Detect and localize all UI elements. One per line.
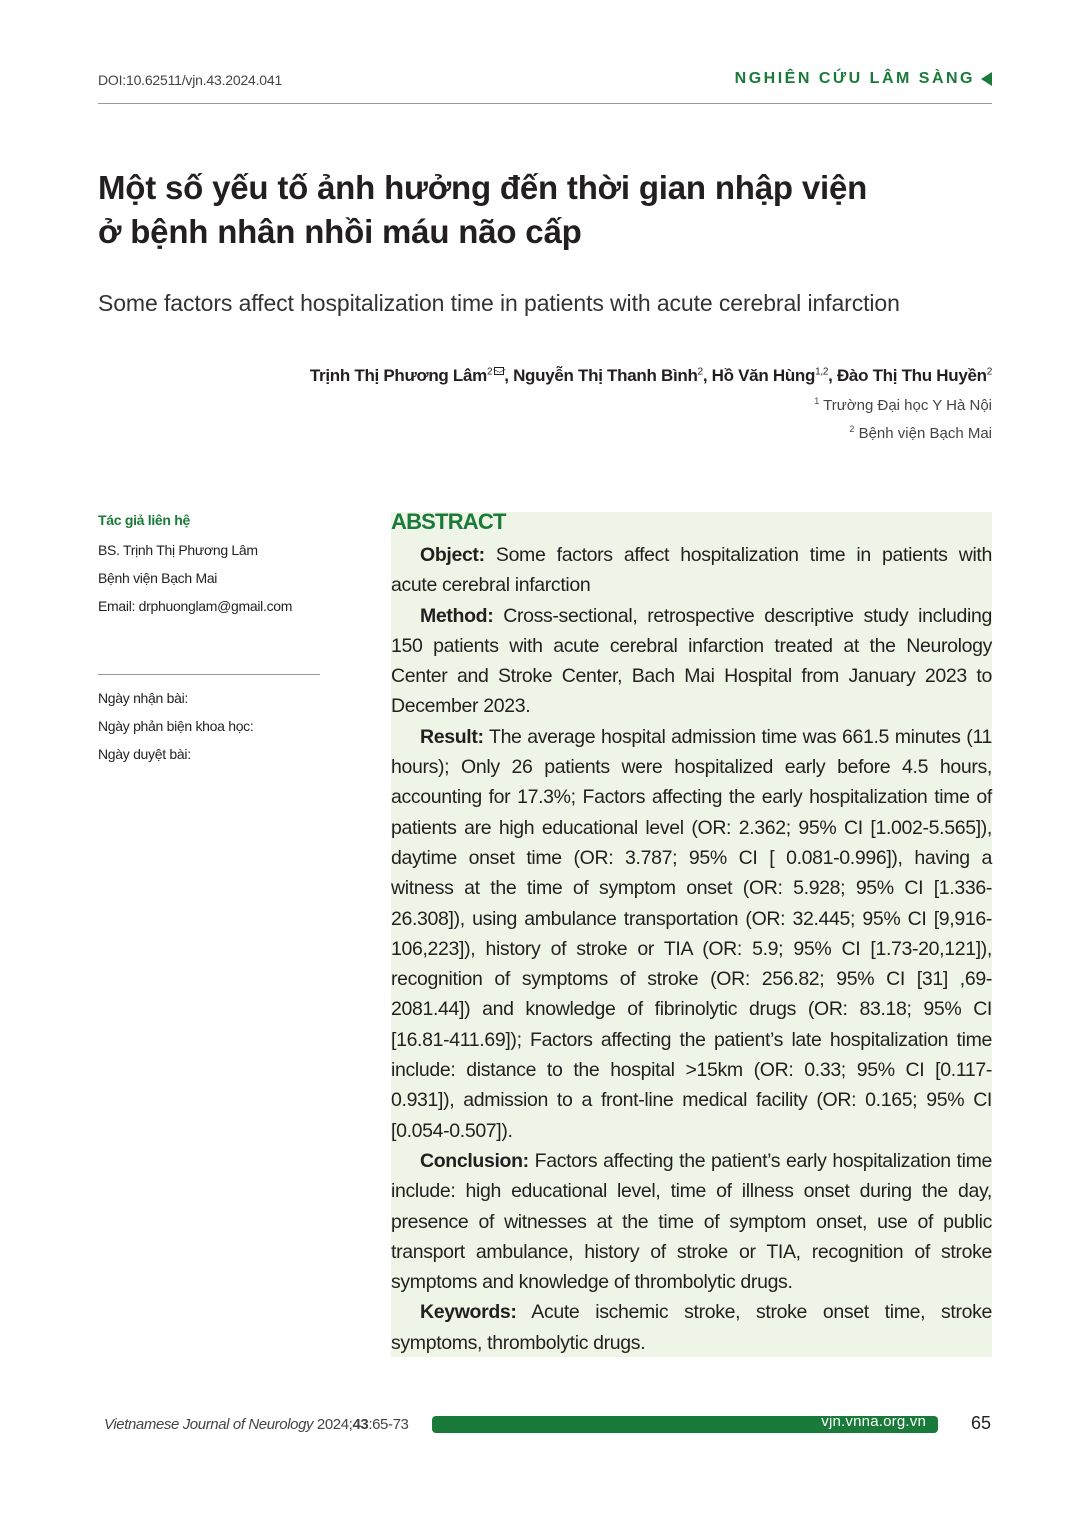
contact-email[interactable]: Email: drphuonglam@gmail.com bbox=[98, 598, 293, 614]
article-subtitle: Some factors affect hospitalization time in patients with acute cerebral infarction bbox=[98, 290, 900, 316]
article-dates bbox=[98, 684, 253, 768]
contact-org: Bệnh viện Bạch Mai bbox=[98, 570, 218, 586]
date-received: Ngày nhận bài: bbox=[98, 690, 188, 706]
affiliation-2-text: Bệnh viện Bạch Mai bbox=[854, 425, 992, 442]
result-label: Result: bbox=[420, 725, 484, 748]
abstract-keywords bbox=[391, 1297, 992, 1358]
journal-url[interactable]: vjn.vnna.org.vn bbox=[821, 1413, 926, 1430]
conclusion-label: Conclusion: bbox=[420, 1149, 529, 1172]
abstract-method bbox=[391, 601, 992, 722]
affiliation-2-num: 2 bbox=[849, 424, 855, 434]
keywords-text: Acute ischemic stroke, stroke onset time, stroke symptoms, thrombolytic drugs. bbox=[391, 1301, 992, 1354]
corresponding-author bbox=[98, 512, 320, 620]
author-1: Trịnh Thị Phương Lâm bbox=[309, 366, 487, 385]
author-3: , Hồ Văn Hùng bbox=[702, 366, 816, 385]
title-line-2: ở bệnh nhân nhồi máu não cấp bbox=[98, 213, 582, 250]
author-2: , Nguyễn Thị Thanh Bình bbox=[504, 366, 698, 385]
abstract-heading: ABSTRACT bbox=[391, 509, 506, 534]
affiliation-2 bbox=[849, 424, 992, 442]
journal-pages: :65-73 bbox=[368, 1416, 409, 1433]
journal-year: 2024; bbox=[313, 1416, 353, 1433]
header-divider bbox=[98, 103, 992, 104]
keywords-label: Keywords: bbox=[420, 1301, 517, 1324]
title-line-1: Một số yếu tố ảnh hưởng đến thời gian nhập viện bbox=[98, 169, 868, 206]
author-1-affil: 2 bbox=[486, 366, 493, 378]
journal-volume: 43 bbox=[352, 1416, 369, 1433]
conclusion-text: Factors affecting the patient’s early hospitalization time include: high educational level, time of illness onset during the day, presence of witnesses at the time of symptom onset, use of public transport ambulance, history of stroke or TIA, recognition of stroke symptoms and knowledge of thrombolytic drugs. bbox=[391, 1149, 992, 1294]
abstract-conclusion bbox=[391, 1146, 992, 1297]
date-accepted: Ngày duyệt bài: bbox=[98, 746, 191, 762]
envelope-icon bbox=[494, 367, 504, 375]
journal-name: Vietnamese Journal of Neurology bbox=[104, 1416, 314, 1433]
doi: DOI:10.62511/vjn.43.2024.041 bbox=[98, 72, 283, 88]
footer-citation bbox=[104, 1416, 408, 1433]
abstract-body bbox=[391, 540, 992, 1358]
abstract-result bbox=[391, 722, 992, 1146]
author-list bbox=[310, 366, 992, 386]
object-text: Some factors affect hospitalization time in patients with acute cerebral infarction bbox=[391, 544, 992, 597]
affiliation-1 bbox=[814, 396, 992, 414]
result-text: The average hospital admission time was 661.5 minutes (11 hours); Only 26 patients were hospitalized early before 4.5 hours, accounting for 17.3%; Factors affecting the early hospitalization time of patients are high educational level (OR: 2.362; 95% CI [1.002-5.565]), daytime onset time (OR: 3.787; 95% CI [ 0.081-0.996]), having a witness at the time of symptom onset (OR: 5.928; 95% CI [1.336-26.308]), using ambulance transportation (OR: 32.445; 95% CI [9,916-106,223]), history of stroke or TIA (OR: 5.9; 95% CI [1.73-20,121]), recognition of symptoms of stroke (OR: 256.82; 95% CI [31] ,69-2081.44]) and knowledge of fibrinolytic drugs (OR: 83.18; 95% CI [16.81-411.69]); Factors affecting the patient’s late hospitalization time include: distance to the hospital >15km (OR: 0.33; 95% CI [0.117-0.931]), admission to a front-line medical facility (OR: 0.165; 95% CI [0.054-0.507]). bbox=[391, 725, 992, 1142]
page-number: 65 bbox=[970, 1413, 991, 1433]
author-4-affil: 2 bbox=[986, 366, 992, 378]
method-text: Cross-sectional, retrospective descriptive study including 150 patients with acute cerebral infarction treated at the Neurology Center and Stroke Center, Bach Mai Hospital from January 2023 to December 2023. bbox=[391, 604, 992, 718]
affiliation-1-text: Trường Đại học Y Hà Nội bbox=[819, 397, 992, 414]
contact-name: BS. Trịnh Thị Phương Lâm bbox=[98, 542, 258, 558]
method-label: Method: bbox=[420, 604, 494, 627]
author-3-affil: 1,2 bbox=[815, 366, 829, 378]
triangle-left-icon bbox=[981, 72, 992, 86]
author-2-affil: 2 bbox=[697, 366, 703, 378]
object-label: Object: bbox=[420, 544, 485, 566]
date-reviewed: Ngày phản biện khoa học: bbox=[98, 718, 254, 734]
author-4: , Đào Thị Thu Huyền bbox=[828, 366, 987, 385]
article-title bbox=[98, 166, 998, 254]
sidebar-divider bbox=[98, 674, 320, 675]
affiliation-1-num: 1 bbox=[814, 396, 820, 406]
section-label bbox=[735, 70, 992, 88]
contact-heading: Tác giả liên hệ bbox=[98, 512, 190, 528]
abstract-object bbox=[391, 540, 992, 601]
section-label-text: NGHIÊN CỨU LÂM SÀNG bbox=[734, 70, 975, 87]
